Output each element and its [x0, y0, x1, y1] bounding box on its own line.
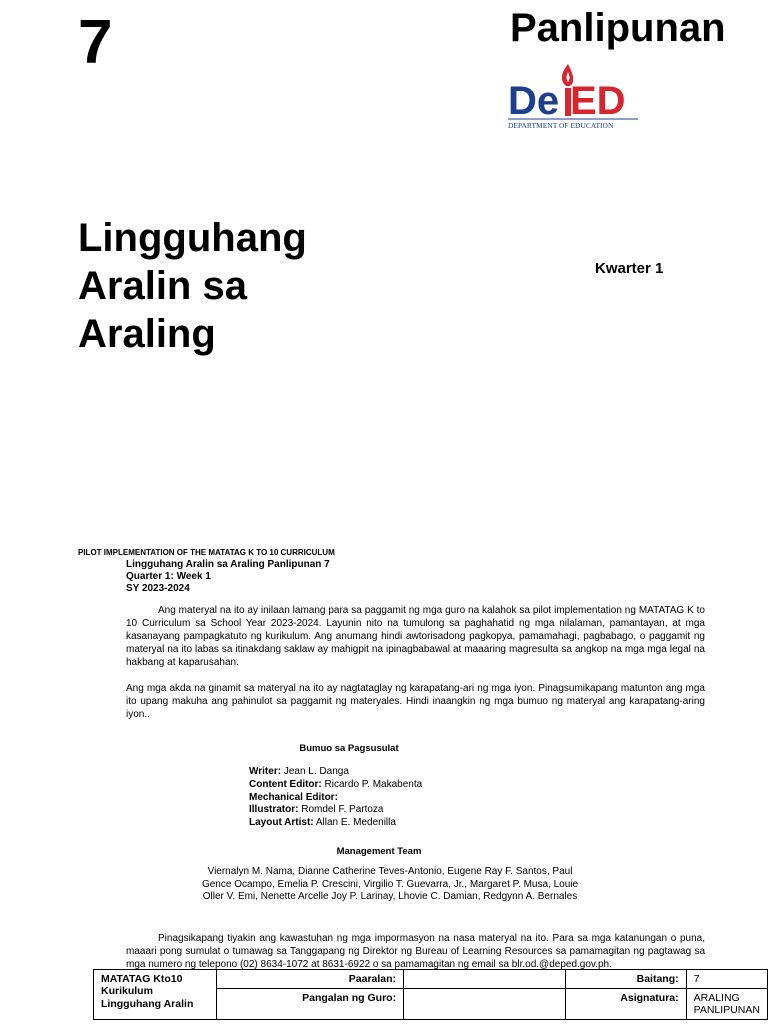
- credits-list: [249, 766, 422, 830]
- management-line: Oller V. Emi, Nenette Arcelle Joy P. Larinay, Lhovie C. Damian, Redgynn A. Bernales: [202, 891, 578, 903]
- credit-content-editor: Content Editor: Ricardo P. Makabenta: [249, 778, 423, 790]
- cover-title-line: Aralin sa: [78, 264, 247, 308]
- cover-title: [78, 214, 378, 358]
- credit-illustrator: Illustrator: Romdel F. Partoza: [249, 804, 384, 816]
- copyright-paragraph: Ang materyal na ito ay inilaan lamang para sa paggamit ng mga guro na kalahok sa pilot implementation ng MATATAG K to 10 Curriculum sa School Year 2023-2024. Layunin nito na tumulong sa paghahatid ng mga nilalaman, pamantayan, at mga kasanayang pampagkatuto ng kurikulum. Ang anumang hindi awtorisadong pagkopya, pamamahagi, pagbabago, o paggamit ng materyal na ito labas sa itinakdang saklaw ay mahigpit na ipinagbabawal at maaaring magresulta sa angkop na mga mga legal na hakbang at kaparusahan.: [126, 605, 705, 668]
- subject-value: ARALING PANLIPUNAN: [686, 989, 767, 1020]
- svg-text:De: De: [508, 79, 560, 123]
- management-heading: Management Team: [336, 846, 422, 857]
- credit-writer: Writer: Jean L. Danga: [249, 766, 349, 777]
- pilot-heading: PILOT IMPLEMENTATION OF THE MATATAG K TO 10 CURRICULUM: [78, 548, 335, 557]
- contact-paragraph: Pinagsikapang tiyakin ang kawastuhan ng mga impormasyon na nasa materyal na ito. Para sa mga katanungan o puna, maaari pong sumulat o tumawag sa Tanggapang ng Direktor ng Bureau of Learning Resources sa pamamagitan ng pagtawag sa mga numero ng telepono (02) 8634-1072 at 8631-6922 o sa pamamagitan ng email sa blr.od.@deped.gov.ph.: [126, 933, 705, 970]
- school-year: SY 2023-2024: [126, 583, 190, 594]
- management-team: [190, 866, 590, 904]
- deped-tagline: DEPARTMENT OF EDUCATION: [508, 121, 614, 130]
- teacher-label: Pangalan ng Guro:: [216, 989, 403, 1020]
- cover-title-line: Araling: [78, 312, 216, 356]
- deped-logo: [506, 60, 642, 134]
- quarter-week: Quarter 1: Week 1: [126, 571, 211, 582]
- rights-paragraph: Ang mga akda na ginamit sa materyal na ito ay nagtataglay ng karapatang-ari ng mga iyon. Pinagsumikapang matunton ang mga ito upang makuha ang pahinulot sa paggamit ng materyales. Hindi inaangkin ng mga bumuo ng materyal ang karapatang-aring iyon..: [126, 683, 705, 720]
- subject-label: Asignatura:: [565, 989, 686, 1020]
- program-cell: MATATAG Kto10 Kurikulum Lingguhang Aralin: [94, 970, 217, 1020]
- credit-mechanical-editor: Mechanical Editor:: [249, 791, 338, 803]
- grade-number: 7: [78, 8, 113, 77]
- document-title: Lingguhang Aralin sa Araling Panlipunan 7: [126, 559, 330, 570]
- management-line: Viernalyn M. Nama, Dianne Catherine Teves-Antonio, Eugene Ray F. Santos, Paul: [207, 866, 573, 877]
- svg-text:ED: ED: [570, 79, 626, 123]
- writers-heading: Bumuo sa Pagsusulat: [299, 743, 399, 754]
- school-value[interactable]: [404, 970, 566, 989]
- quarter-label: Kwarter 1: [595, 260, 664, 277]
- teacher-value[interactable]: [404, 989, 566, 1020]
- subject-title: Panlipunan: [510, 6, 726, 50]
- grade-label: Baitang:: [565, 970, 686, 989]
- school-label: Paaralan:: [216, 970, 403, 989]
- lesson-info-table: [93, 969, 768, 1020]
- credit-layout-artist: Layout Artist: Allan E. Medenilla: [249, 817, 396, 829]
- deped-logo-graphic: [506, 60, 642, 134]
- grade-value: 7: [686, 970, 767, 989]
- document-meta: [126, 559, 330, 595]
- management-line: Gence Ocampo, Emelia P. Crescini, Virgilio T. Guevarra, Jr., Margaret P. Musa, Louie: [201, 878, 579, 890]
- cover-title-line: Lingguhang: [78, 216, 307, 260]
